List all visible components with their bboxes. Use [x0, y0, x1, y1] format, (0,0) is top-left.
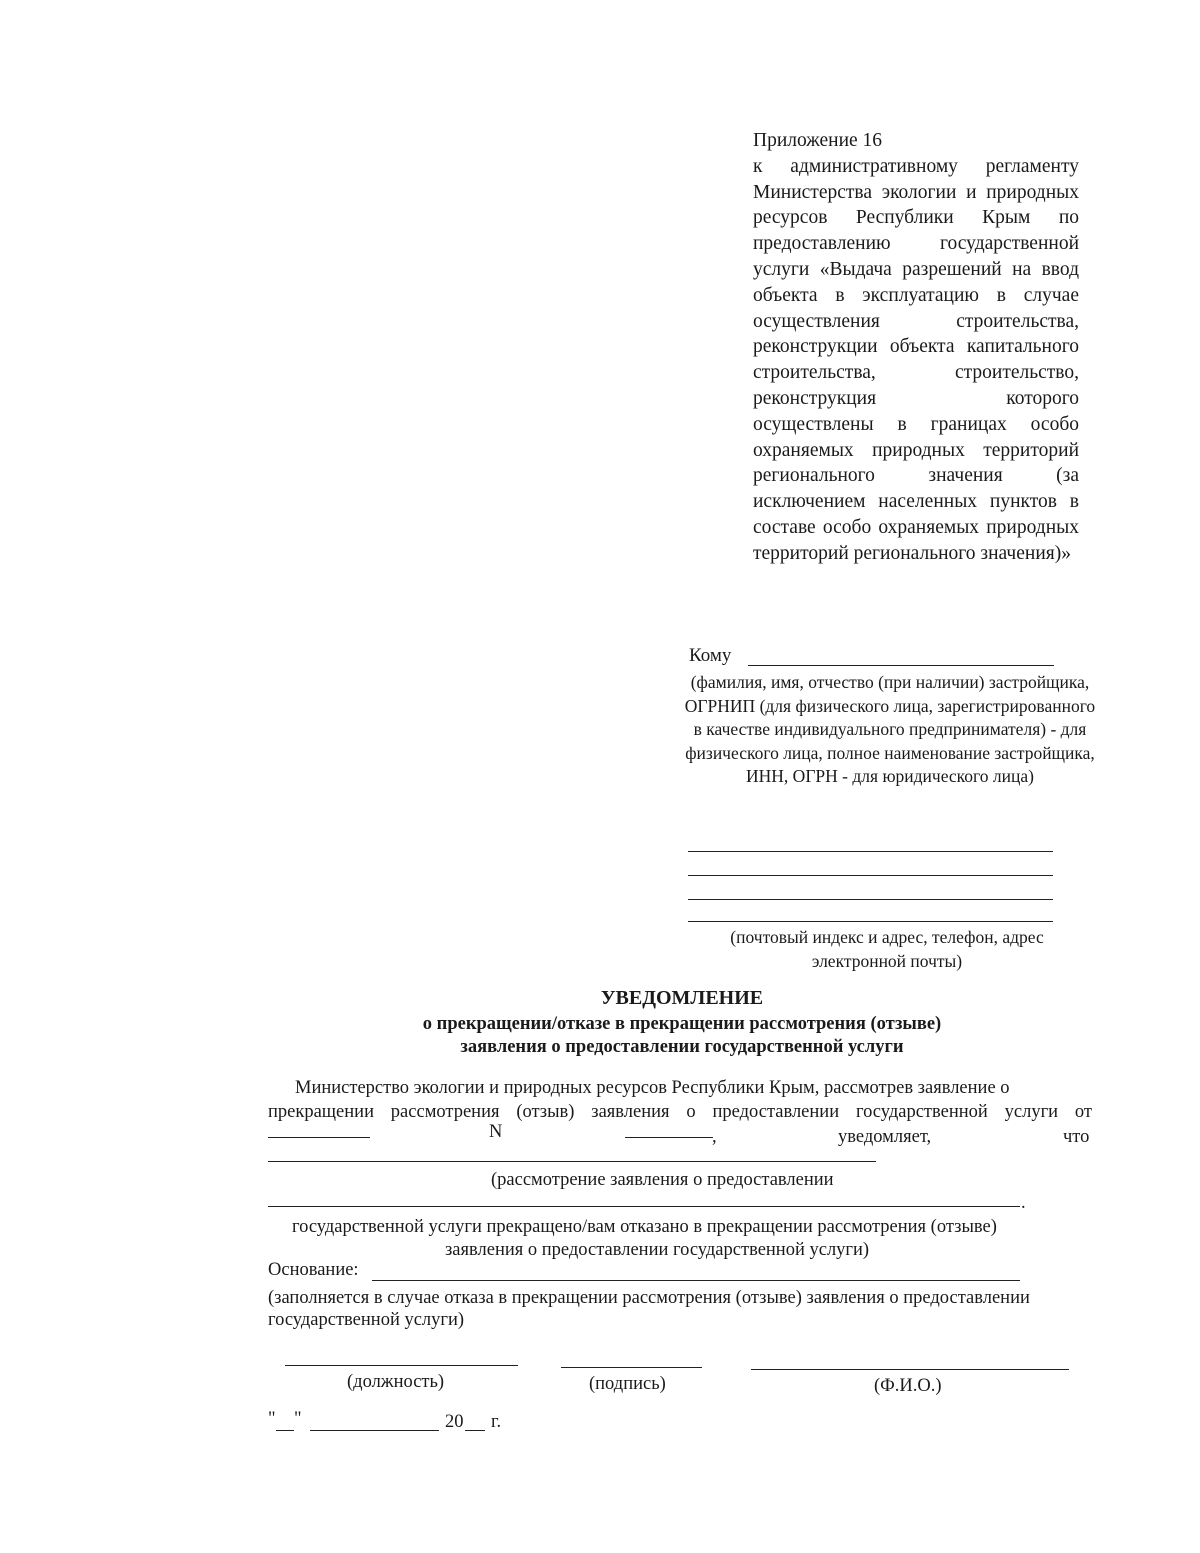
notice-title: УВЕДОМЛЕНИЕ — [600, 987, 764, 1009]
result-hint-1: (рассмотрение заявления о предоставлении — [491, 1170, 834, 1190]
position-line — [285, 1365, 518, 1366]
comma: , — [712, 1127, 717, 1147]
position-hint: (должность) — [347, 1372, 445, 1392]
address-line-3 — [688, 899, 1053, 900]
body-para-1: Министерство экологии и природных ресурсов Республики Крым, рассмотрев заявление о — [295, 1078, 1010, 1098]
date-quote-close: " — [294, 1409, 302, 1429]
address-line-1 — [688, 851, 1053, 852]
annex-block — [753, 128, 1079, 567]
notice-subtitle-1: о прекращении/отказе в прекращении рассмотрения (отзыве) — [422, 1014, 942, 1034]
address-hint: (почтовый индекс и адрес, телефон, адрес электронной почты) — [730, 927, 1044, 971]
notifies-word: уведомляет, — [838, 1127, 932, 1147]
basis-hint-1: (заполняется в случае отказа в прекращении рассмотрения (отзыве) заявления о предоставлении — [268, 1288, 1030, 1308]
recipient-name-line — [748, 665, 1054, 666]
result-line-1 — [268, 1161, 876, 1162]
sign-hint: (подпись) — [589, 1374, 666, 1394]
result-dot: . — [1021, 1193, 1026, 1213]
recipient-name-hint: (фамилия, имя, отчество (при наличии) застройщика, ОГРНИП (для физического лица, зарегистрированного в качестве индивидуального предпринимателя) - для физического лица, полное наименование застройщика, ИНН, ОГРН - для юридического лица) — [684, 672, 1096, 787]
month-blank — [310, 1430, 439, 1431]
fio-hint: (Ф.И.О.) — [874, 1376, 942, 1396]
result-line-2 — [268, 1206, 1020, 1207]
basis-hint-2: государственной услуги) — [268, 1310, 465, 1330]
basis-label: Основание: — [268, 1260, 359, 1280]
result-hint-3: заявления о предоставлении государственной услуги) — [445, 1240, 870, 1260]
recipient-label: Кому — [689, 645, 732, 666]
result-hint-2: государственной услуги прекращено/вам отказано в прекращении рассмотрения (отзыве) — [292, 1217, 997, 1237]
day-blank — [276, 1430, 294, 1431]
address-line-4 — [688, 921, 1053, 922]
year-blank — [465, 1430, 485, 1431]
sign-line — [561, 1367, 702, 1368]
date-quote-open: " — [268, 1409, 276, 1429]
date-suffix: г. — [491, 1412, 502, 1432]
notice-subtitle-2: заявления о предоставлении государственной услуги — [460, 1037, 904, 1057]
that-word: что — [1063, 1127, 1090, 1147]
annex-heading: Приложение 16 — [753, 130, 883, 151]
number-sign: N — [489, 1122, 503, 1142]
date-year: 20 — [445, 1412, 464, 1432]
annex-text: к административному регламенту Министерства экологии и природных ресурсов Республики Крым по предоставлению государственной услуги «Выдача разрешений на ввод объекта в эксплуатацию в случае осуществления строительства, реконструкции объекта капитального строительства, строительство, реконструкция которого осуществлены в границах особо охраняемых природных территорий регионального значения (за исключением населенных пунктов в составе особо охраняемых природных территорий регионального значения)» — [753, 155, 1079, 564]
date-blank — [268, 1137, 370, 1138]
body-para-2: прекращении рассмотрения (отзыв) заявления о предоставлении государственной услуги от — [268, 1102, 1092, 1122]
fio-line — [751, 1369, 1069, 1370]
number-blank — [625, 1137, 713, 1138]
basis-line — [372, 1280, 1020, 1281]
address-line-2 — [688, 875, 1053, 876]
